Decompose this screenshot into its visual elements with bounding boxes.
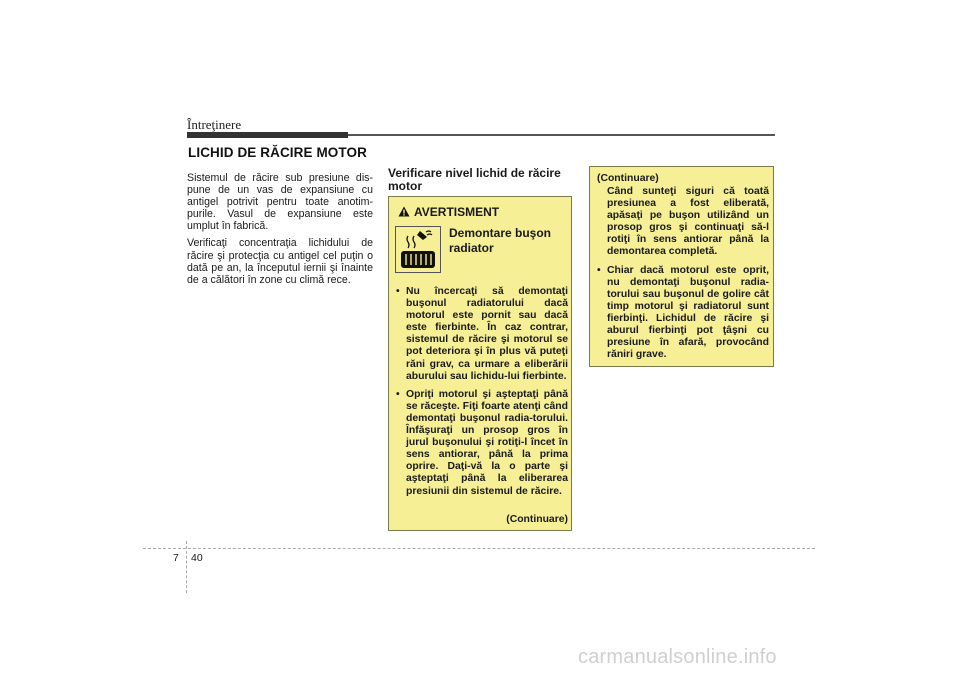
bullet: • <box>597 264 601 276</box>
header-accent-bar <box>187 132 348 138</box>
section-title: LICHID DE RĂCIRE MOTOR <box>188 145 367 160</box>
list-item-text: Când sunteţi siguri că toată presiunea a fost eliberată, apăsaţi pe buşon utilizând un prosop gros şi continuaţi să-l rotiţi în sens antiorar până la demontarea completă. <box>607 186 769 258</box>
warning-subtitle: Demontare buşon radiator <box>449 226 552 255</box>
footer-rule <box>143 548 815 549</box>
page-number: 40 <box>191 552 203 564</box>
list-item <box>597 186 769 259</box>
radiator-hot-icon <box>395 226 441 273</box>
subsection-title: Verificare nivel lichid de răcire motor <box>388 166 561 193</box>
intro-paragraph-1: Sistemul de răcire sub presiune dis-pune de un vas de expansiune cu antigel potrivit pentru toate anotim-purile. Vasul de expansiune este umplut în fabrică. <box>187 172 373 233</box>
footer-divider <box>186 541 187 593</box>
list-item-text: Nu încercaţi să demontaţi buşonul radiatorului dacă motorul este pornit sau dacă este fierbinte. În caz contrar, sistemul de răcire şi motorul se pot deteriora şi în plus vă puteţi răni grav, ca urmare a eliberării aburului sau lichidu-lui fierbinte. <box>406 286 568 382</box>
list-item-text: Chiar dacă motorul este oprit, nu demontaţi buşonul radia-torului sau buşonul de golire cât timp motorul şi radiatorul sunt fierbinţi. Lichidul de răcire şi aburul fierbinţi pot ţâşni cu presiune în afară, provocând răniri grave. <box>607 264 769 361</box>
list-item <box>396 389 568 498</box>
bullet: • <box>396 388 400 400</box>
warning-triangle-icon <box>398 206 410 220</box>
intro-text <box>187 172 373 291</box>
continued-label: (Continuare) <box>506 514 568 525</box>
chapter-header-title: Întreţinere <box>187 117 242 132</box>
warning-list <box>396 286 568 504</box>
chapter-number: 7 <box>173 552 179 564</box>
warning-continuation-list <box>597 186 769 367</box>
warning-label: AVERTISMENT <box>414 205 500 219</box>
list-item <box>396 286 568 383</box>
warning-header <box>398 205 499 220</box>
watermark: carmanualsonline.info <box>578 646 777 668</box>
list-item <box>597 265 769 362</box>
continued-label-top: (Continuare) <box>597 173 659 184</box>
bullet: • <box>396 286 400 297</box>
intro-paragraph-2: Verificaţi concentraţia lichidului de răcire şi protecţia cu antigel cel puţin o dată pe an, la începutul iernii şi înainte de a călători în zone cu climă rece. <box>187 237 373 286</box>
list-item-text: Opriţi motorul şi aşteptaţi până se răceşte. Fiţi foarte atenţi când demontaţi buşonul radia-torului. Înfăşuraţi un prosop gros în jurul buşonului şi rotiţi-l încet în sens antiorar, până la prima oprire. Daţi-vă la o parte şi aşteptaţi până la eliberarea presiunii din sistemul de răcire. <box>406 388 568 497</box>
